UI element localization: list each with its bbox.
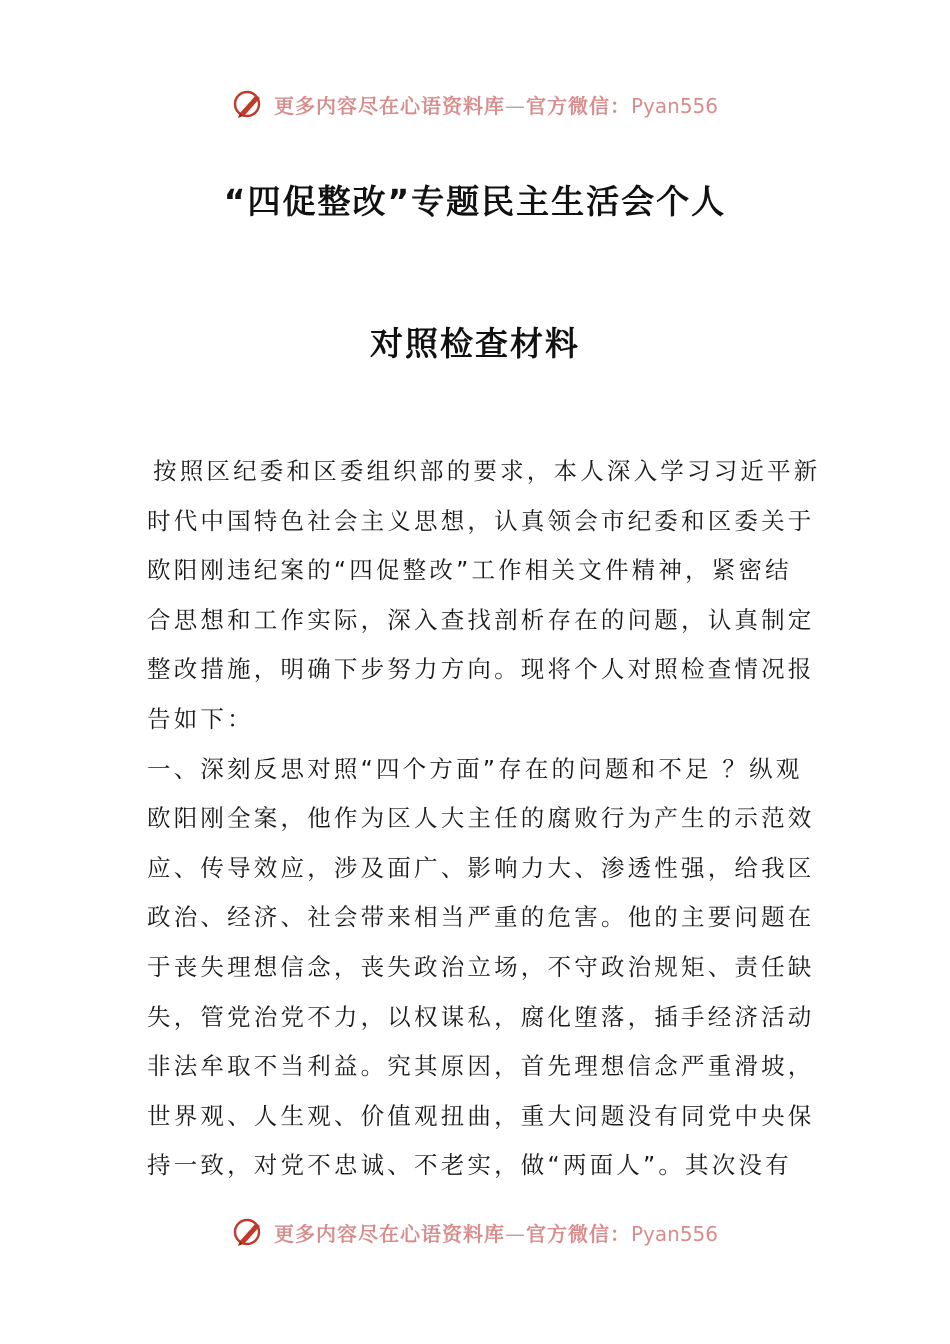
body-line: 时代中国特色社会主义思想，认真领会市纪委和区委关于: [147, 506, 815, 535]
body-line: 世界观、人生观、价值观扭曲，重大问题没有同党中央保: [147, 1101, 815, 1130]
watermark-label: 官方微信：: [525, 93, 631, 118]
header-watermark: [0, 84, 950, 124]
body-line: 失，管党治党不力，以权谋私，腐化堕落，插手经济活动: [147, 1002, 815, 1031]
body-line: 告如下：: [147, 704, 254, 733]
document-title-line-1: “四促整改”专题民主生活会个人: [223, 182, 727, 221]
body-line: 于丧失理想信念，丧失政治立场，不守政治规矩、责任缺: [147, 952, 815, 981]
document-title-line-2: 对照检查材料: [370, 324, 580, 363]
body-line: 非法牟取不当利益。究其原因，首先理想信念严重滑坡，: [147, 1052, 815, 1081]
document-body: [147, 447, 821, 1191]
watermark-wechat-id: Pyan556: [630, 93, 718, 118]
watermark-dash: —: [504, 93, 526, 118]
body-line: 应、传导效应，涉及面广、影响力大、渗透性强，给我区: [147, 853, 815, 882]
body-line: 政治、经济、社会带来相当严重的危害。他的主要问题在: [147, 903, 815, 932]
watermark-text: 更多内容尽在心语资料库: [273, 1221, 505, 1246]
body-line: 欧阳刚全案，他作为区人大主任的腐败行为产生的示范效: [147, 804, 815, 833]
watermark-label: 官方微信：: [525, 1221, 631, 1246]
body-line: 欧阳刚违纪案的“四促整改”工作相关文件精神，紧密结: [147, 556, 792, 585]
body-line: 整改措施，明确下步努力方向。现将个人对照检查情况报: [147, 655, 815, 684]
pen-logo-icon: [232, 87, 266, 121]
body-line: 一、深刻反思对照“四个方面”存在的问题和不足 ？纵观: [147, 754, 803, 783]
body-line: 合思想和工作实际，深入查找剖析存在的问题，认真制定: [147, 605, 815, 634]
watermark-wechat-id: Pyan556: [630, 1221, 718, 1246]
watermark-dash: —: [504, 1221, 526, 1246]
body-line: 按照区纪委和区委组织部的要求，本人深入学习习近平新: [153, 457, 821, 485]
pen-logo-icon: [232, 1215, 266, 1249]
watermark-text: 更多内容尽在心语资料库: [273, 93, 505, 118]
footer-watermark: [0, 1212, 950, 1252]
body-line: 持一致，对党不忠诚、不老实，做“两面人”。其次没有: [147, 1151, 792, 1180]
